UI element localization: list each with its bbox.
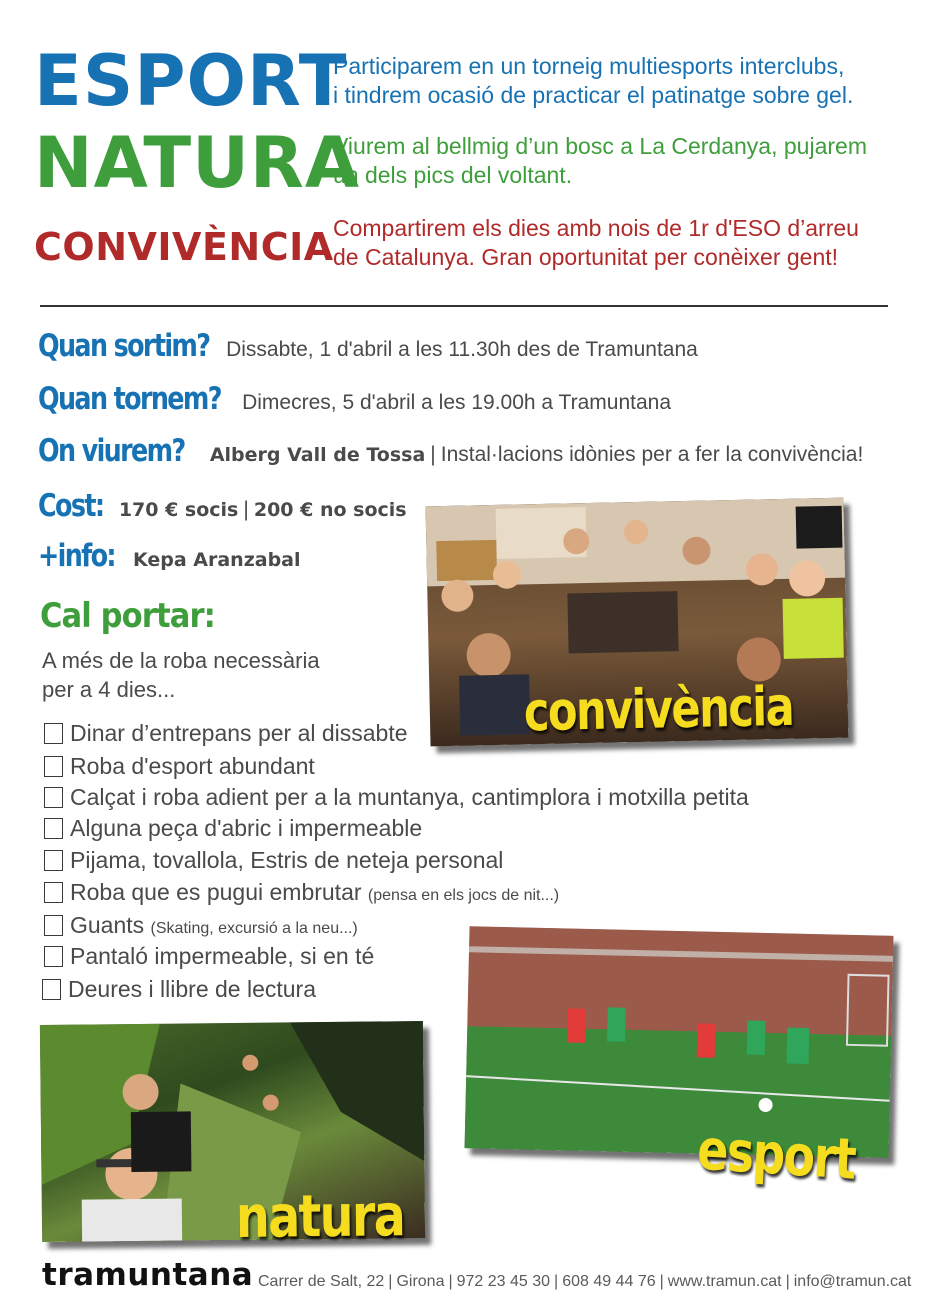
departure-value: Dissabte, 1 d'abril a les 11.30h des de Tramuntana xyxy=(226,338,698,361)
contact-name: Kepa Aranzabal xyxy=(132,549,301,571)
footer-web-link[interactable]: www.tramun.cat xyxy=(667,1273,782,1290)
cost-separator: | xyxy=(243,498,249,521)
divider xyxy=(40,305,888,307)
footer-phone2: 608 49 44 76 xyxy=(562,1273,656,1290)
convivencia-photo-label: convivència xyxy=(523,674,794,744)
checklist-item xyxy=(44,815,422,843)
checklist-item-text: Roba d'esport abundant xyxy=(70,753,315,779)
footer-city: Girona xyxy=(396,1273,445,1290)
lodging-separator: | xyxy=(430,443,436,466)
cost-value xyxy=(119,498,407,521)
checkbox[interactable] xyxy=(44,915,63,936)
footer-address: Carrer de Salt, 22 xyxy=(258,1273,385,1290)
convivencia-desc-line2: de Catalunya. Gran oportunitat per conèixer gent! xyxy=(333,244,839,270)
checklist-item xyxy=(44,720,408,748)
checklist-item-text: Pantaló impermeable, si en té xyxy=(70,943,375,969)
esport-photo xyxy=(465,926,894,1193)
esport-photo-image xyxy=(465,926,894,1158)
natura-desc-line2: un dels pics del voltant. xyxy=(333,162,573,188)
checklist-item-text: Alguna peça d'abric i impermeable xyxy=(70,815,423,841)
checklist-item xyxy=(42,976,316,1004)
checklist-item-note: (pensa en els jocs de nit...) xyxy=(367,887,560,904)
hiker xyxy=(242,1055,258,1071)
packing-title: Cal portar: xyxy=(40,596,215,636)
cost-row xyxy=(38,488,407,524)
checklist-item-text: Guants xyxy=(70,912,145,938)
natura-title: NATURA xyxy=(34,122,360,204)
checkbox[interactable] xyxy=(42,979,61,1000)
footer-separator: | xyxy=(554,1273,559,1290)
lodging-desc: Instal·lacions idònies per a fer la convivència! xyxy=(440,443,864,466)
tv xyxy=(796,506,843,549)
checkbox[interactable] xyxy=(44,850,63,871)
person xyxy=(466,633,511,678)
cost-non-members: 200 € no socis xyxy=(253,499,407,521)
cost-label: Cost: xyxy=(38,488,104,524)
sofa xyxy=(436,540,497,581)
footer-separator: | xyxy=(785,1273,790,1290)
checkbox[interactable] xyxy=(44,818,63,839)
checkbox[interactable] xyxy=(44,882,63,903)
natura-description xyxy=(333,132,908,190)
esport-desc-line1: Participarem en un torneig multiesports interclubs, xyxy=(333,53,845,79)
natura-photo xyxy=(40,1021,425,1251)
convivencia-title: CONVIVÈNCIA xyxy=(34,225,334,269)
return-value: Dimecres, 5 d'abril a les 19.00h a Tramuntana xyxy=(242,391,671,414)
cost-members: 170 € socis xyxy=(118,499,239,521)
contact-value xyxy=(133,548,301,571)
checklist-item xyxy=(44,879,559,907)
checkbox[interactable] xyxy=(44,787,63,808)
convivencia-photo xyxy=(426,498,849,747)
footer-phone1: 972 23 45 30 xyxy=(456,1273,551,1290)
natura-desc-line1: Viurem al bellmig d’un bosc a La Cerdanya, pujarem xyxy=(333,133,867,159)
shirt xyxy=(459,674,530,735)
checkbox[interactable] xyxy=(44,756,63,777)
convivencia-desc-line1: Compartirem els dies amb nois de 1r d'ESO d’arreu xyxy=(333,215,859,241)
checklist-item-text: Deures i llibre de lectura xyxy=(68,976,317,1002)
checklist-item-text: Calçat i roba adient per a la muntanya, cantimplora i motxilla petita xyxy=(70,784,749,810)
esport-desc-line2: i tindrem ocasió de practicar el patinatge sobre gel. xyxy=(333,82,854,108)
checklist-item-text: Dinar d’entrepans per al dissabte xyxy=(70,720,408,746)
player xyxy=(607,1007,626,1041)
footer-separator: | xyxy=(448,1273,453,1290)
esport-photo-label: esport xyxy=(695,1117,857,1193)
coffee-table xyxy=(567,591,678,653)
player xyxy=(747,1021,766,1055)
return-row xyxy=(38,381,671,417)
checklist-item xyxy=(44,753,315,781)
brand-logo: tramuntana xyxy=(42,1257,254,1293)
footer-separator: | xyxy=(659,1273,664,1290)
hiker xyxy=(263,1095,279,1111)
lodging-label: On viurem? xyxy=(38,433,185,469)
checkbox[interactable] xyxy=(44,723,63,744)
contact-row xyxy=(38,538,301,574)
checklist-item-note: (Skating, excursió a la neu...) xyxy=(150,920,358,937)
footer-email-link[interactable]: info@tramun.cat xyxy=(793,1273,912,1290)
checklist-item xyxy=(44,847,503,875)
player xyxy=(697,1023,716,1057)
departure-label: Quan sortim? xyxy=(38,328,210,364)
football-field-illustration xyxy=(465,926,894,1158)
natura-photo-label: natura xyxy=(235,1181,405,1251)
checklist-item xyxy=(44,912,358,940)
player xyxy=(567,1008,586,1042)
shirt xyxy=(783,598,844,659)
shirt xyxy=(82,1199,182,1242)
lodging-place: Alberg Vall de Tossa xyxy=(209,444,426,466)
departure-row xyxy=(38,328,698,364)
player xyxy=(787,1027,810,1063)
contact-label: +info: xyxy=(38,538,115,574)
esport-description xyxy=(333,52,908,110)
footer-contact xyxy=(258,1273,911,1291)
checklist-item-text: Roba que es pugui embrutar xyxy=(70,879,362,905)
packing-intro xyxy=(42,646,372,704)
brick-wall xyxy=(467,926,893,1036)
jacket xyxy=(131,1111,192,1172)
checklist-item xyxy=(44,943,374,971)
checklist-item xyxy=(44,784,749,812)
return-label: Quan tornem? xyxy=(38,381,221,417)
checkbox[interactable] xyxy=(44,946,63,967)
lodging-row xyxy=(38,433,863,469)
packing-intro-line2: per a 4 dies... xyxy=(42,677,176,702)
lodging-value xyxy=(210,443,863,466)
footer-separator: | xyxy=(388,1273,393,1290)
checklist-item-text: Pijama, tovallola, Estris de neteja personal xyxy=(70,847,504,873)
esport-title: ESPORT xyxy=(34,40,348,122)
cave xyxy=(290,1021,424,1162)
packing-intro-line1: A més de la roba necessària xyxy=(42,648,320,673)
convivencia-description xyxy=(333,214,908,272)
